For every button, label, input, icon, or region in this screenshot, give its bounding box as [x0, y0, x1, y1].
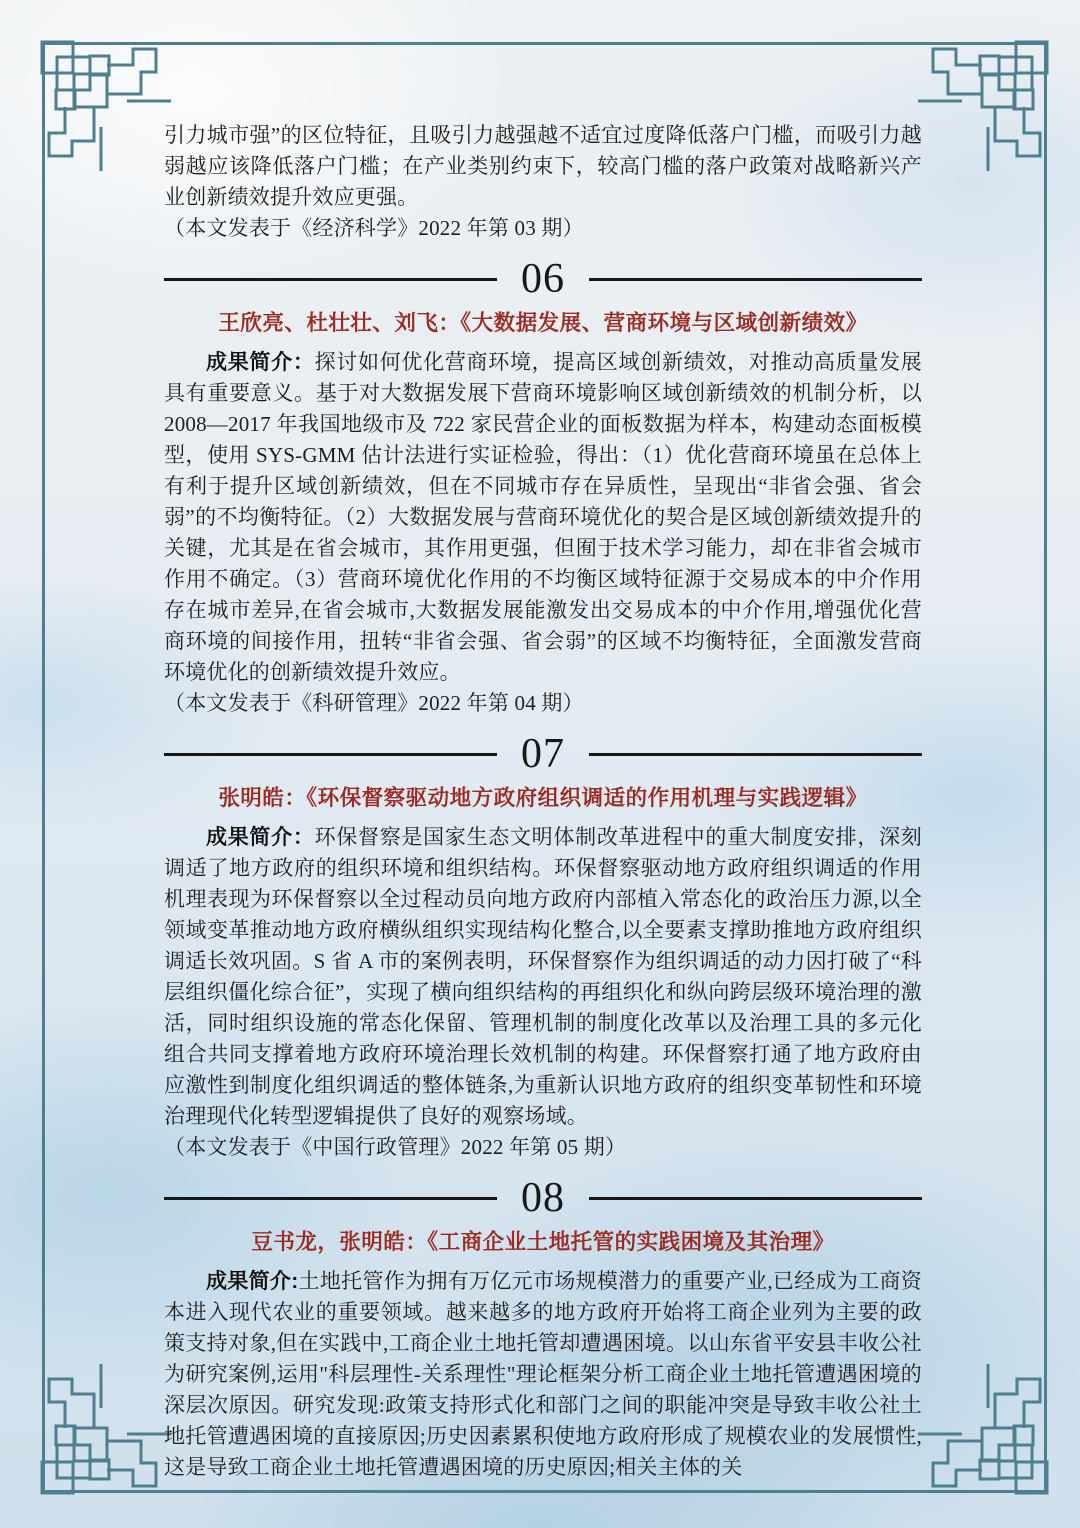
article-07 — [164, 783, 922, 1163]
summary-text: 土地托管作为拥有万亿元市场规模潜力的重要产业,已经成为工商资本进入现代农业的重要领域。越来越多的地方政府开始将工商企业列为主要的政策支持对象,但在实践中,工商企业土地托管却遭遇困境。以山东省平安县丰收公社为研究案例,运用"科层理性-关系理性"理论框架分析工商企业土地托管遭遇困境的深层次原因。研究发现:政策支持形式化和部门之间的职能冲突是导致丰收公社土地托管遭遇困境的直接原因;历史因素累积使地方政府形成了规模农业的发展惯性,这是导致工商企业土地托管遭遇困境的历史原因;相关主体的关 — [164, 1269, 922, 1479]
article-continuation — [164, 120, 922, 244]
article-title: 王欣亮、杜壮壮、刘飞：《大数据发展、营商环境与区域创新绩效》 — [218, 311, 868, 335]
paragraph — [164, 347, 922, 688]
section-divider-07 — [164, 733, 922, 775]
corner-knot-ornament-icon — [39, 1356, 179, 1496]
page-content — [164, 120, 922, 1483]
article-08 — [164, 1227, 922, 1483]
publication-note: （本文发表于《经济科学》2022 年第 03 期） — [164, 216, 584, 240]
divider-line — [589, 1197, 922, 1200]
paragraph: 引力城市强”的区位特征，且吸引力越强越不适宜过度降低落户门槛，而吸引力越弱越应该降低落户门槛；在产业类别约束下，较高门槛的落户政策对战略新兴产业创新绩效提升效应更强。 — [164, 123, 922, 209]
article-title: 张明皓：《环保督察驱动地方政府组织调适的作用机理与实践逻辑》 — [218, 786, 868, 810]
divider-line — [164, 278, 497, 281]
section-number: 06 — [521, 256, 565, 302]
summary-label: 成果简介： — [206, 826, 315, 849]
section-number: 08 — [521, 1175, 565, 1221]
section-number: 07 — [521, 731, 565, 777]
article-06 — [164, 308, 922, 719]
publication-note: （本文发表于《科研管理》2022 年第 04 期） — [164, 691, 584, 715]
section-divider-06 — [164, 258, 922, 300]
summary-text: 探讨如何优化营商环境，提高区域创新绩效，对推动高质量发展具有重要意义。基于对大数据发展下营商环境影响区域创新绩效的机制分析，以2008—2017 年我国地级市及 722 家民营企业的面板数据为样本，构建动态面板模型，使用 SYS-GMM 估计法进行实证检验，得出：（1）优化营商环境虽在总体上有利于提升区域创新绩效，但在不同城市存在异质性，呈现出“非省会强、省会弱”的不均衡特征。（2）大数据发展与营商环境优化的契合是区域创新绩效提升的关键，尤其是在省会城市，其作用更强，但囿于技术学习能力，却在非省会城市作用不确定。（3）营商环境优化作用的不均衡区域特征源于交易成本的中介作用存在城市差异,在省会城市,大数据发展能激发出交易成本的中介作用,增强优化营商环境的间接作用，扭转“非省会强、省会弱”的区域不均衡特征，全面激发营商环境优化的创新绩效提升效应。 — [164, 350, 922, 684]
divider-line — [589, 278, 922, 281]
corner-knot-ornament-icon — [910, 39, 1050, 179]
summary-label: 成果简介: — [206, 1270, 299, 1293]
paragraph — [164, 1266, 922, 1483]
paragraph — [164, 822, 922, 1132]
divider-line — [589, 753, 922, 756]
publication-note: （本文发表于《中国行政管理》2022 年第 05 期） — [164, 1135, 627, 1159]
divider-line — [164, 753, 497, 756]
summary-text: 环保督察是国家生态文明体制改革进程中的重大制度安排，深刻调适了地方政府的组织环境和组织结构。环保督察驱动地方政府组织调适的作用机理表现为环保督察以全过程动员向地方政府内部植入常态化的政治压力源,以全领域变革推动地方政府横纵组织实现结构化整合,以全要素支撑助推地方政府组织调适长效巩固。S 省 A 市的案例表明，环保督察作为组织调适的动力因打破了“科层组织僵化综合征”，实现了横向组织结构的再组织化和纵向跨层级环境治理的激活，同时组织设施的常态化保留、管理机制的制度化改革以及治理工具的多元化组合共同支撑着地方政府环境治理长效机制的构建。环保督察打通了地方政府由应激性到制度化组织调适的整体链条,为重新认识地方政府的组织变革韧性和环境治理现代化转型逻辑提供了良好的观察场域。 — [164, 825, 922, 1128]
summary-label: 成果简介： — [206, 351, 315, 374]
divider-line — [164, 1197, 497, 1200]
corner-knot-ornament-icon — [39, 39, 179, 179]
corner-knot-ornament-icon — [910, 1356, 1050, 1496]
article-title: 豆书龙，张明皓：《工商企业土地托管的实践困境及其治理》 — [251, 1230, 835, 1254]
section-divider-08 — [164, 1177, 922, 1219]
